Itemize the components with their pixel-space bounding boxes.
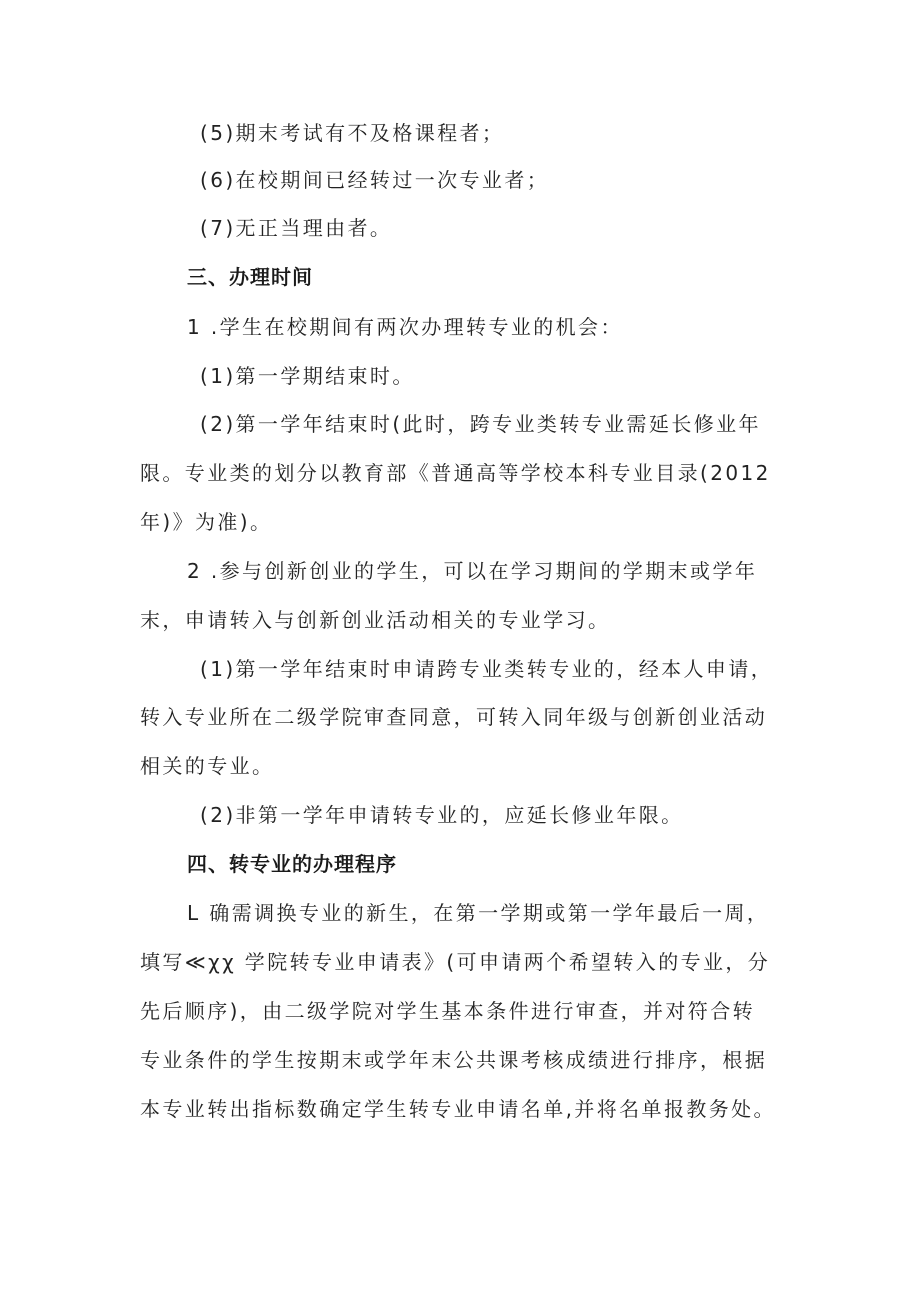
paragraph-line: 末，申请转入与创新创业活动相关的专业学习。 (140, 608, 611, 632)
paragraph-line: 专业条件的学生按期末或学年末公共课考核成绩进行排序，根据 (140, 1048, 768, 1072)
paragraph-line: (2)第一学年结束时(此时，跨专业类转专业需延长修业年 (200, 412, 761, 436)
paragraph-line: 1 .学生在校期间有两次办理转专业的机会： (187, 315, 623, 339)
paragraph-line: (1)第一学期结束时。 (200, 364, 415, 388)
paragraph-line: 年)》为准)。 (140, 510, 273, 534)
paragraph-line: L 确需调换专业的新生，在第一学期或第一学年最后一周， (187, 901, 770, 925)
paragraph-line: 相关的专业。 (140, 754, 275, 778)
paragraph-line: 先后顺序)，由二级学院对学生基本条件进行审查，并对符合转 (140, 999, 756, 1023)
section-heading-4: 四、转专业的办理程序 (187, 852, 397, 876)
paragraph-line: 本专业转出指标数确定学生转专业申请名单,并将名单报教务处。 (140, 1097, 776, 1121)
list-item-5: (5)期末考试有不及格课程者； (200, 121, 505, 145)
section-heading-3: 三、办理时间 (187, 265, 313, 289)
list-item-7: (7)无正当理由者。 (200, 216, 393, 240)
paragraph-line: (2)非第一学年申请转专业的，应延长修业年限。 (200, 803, 684, 827)
list-item-6: (6)在校期间已经转过一次专业者； (200, 168, 550, 192)
paragraph-line: 填写≪χχ 学院转专业申请表》(可申请两个希望转入的专业，分 (140, 950, 771, 974)
paragraph-line: (1)第一学年结束时申请跨专业类转专业的，经本人申请， (200, 657, 774, 681)
paragraph-line: 转入专业所在二级学院审查同意，可转入同年级与创新创业活动 (140, 705, 768, 729)
paragraph-line: 限。专业类的划分以教育部《普通高等学校本科专业目录(2012 (140, 461, 771, 485)
paragraph-line: 2 .参与创新创业的学生，可以在学习期间的学期末或学年 (187, 559, 758, 583)
